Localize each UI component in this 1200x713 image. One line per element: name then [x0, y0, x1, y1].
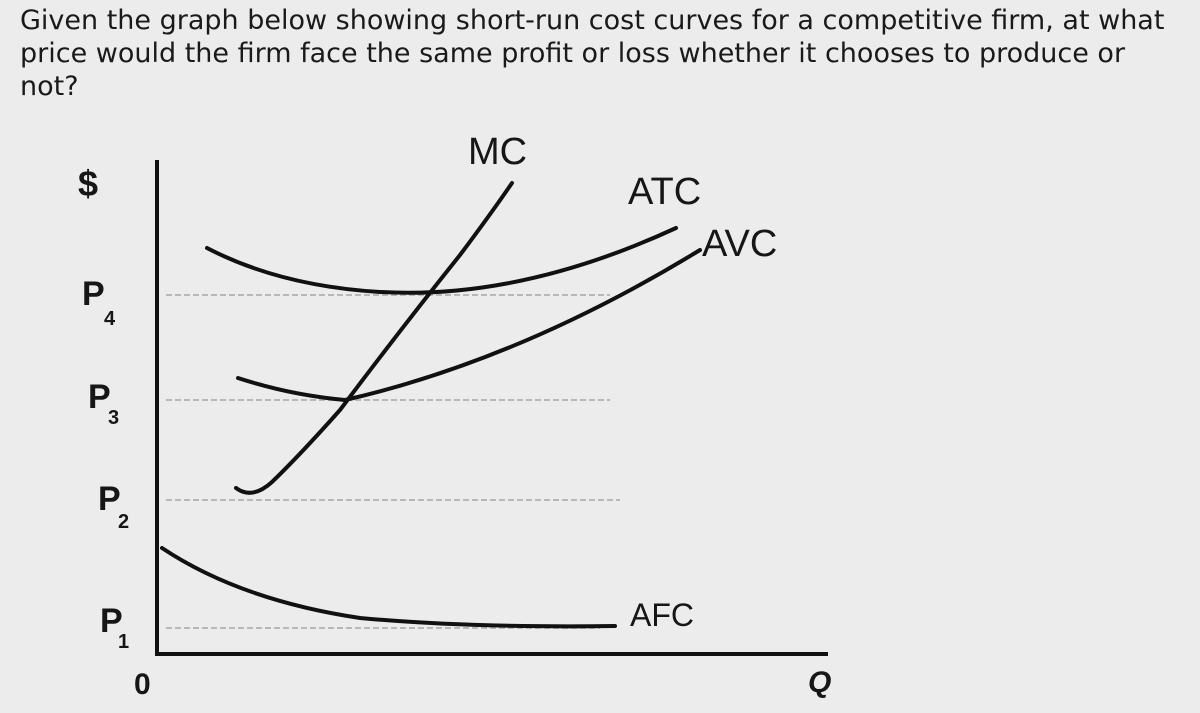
- price-label-p1: [100, 602, 129, 653]
- p4-letter: P: [82, 275, 105, 313]
- price-label-p2: [98, 480, 129, 533]
- y-axis-label: $: [78, 163, 99, 204]
- afc-label: AFC: [630, 597, 694, 633]
- afc-curve: [162, 548, 615, 626]
- atc-label: ATC: [628, 171, 702, 213]
- x-axis-label: Q: [808, 666, 832, 699]
- p1-letter: P: [100, 602, 123, 640]
- atc-curve: [207, 228, 676, 293]
- mc-curve: [236, 183, 512, 493]
- p2-letter: P: [98, 480, 121, 518]
- origin-label: 0: [134, 668, 151, 701]
- mc-label: MC: [468, 131, 528, 173]
- p4-subscript: 4: [104, 308, 116, 330]
- p3-subscript: 3: [108, 407, 120, 429]
- p1-subscript: 1: [118, 631, 130, 653]
- avc-label: AVC: [702, 223, 778, 265]
- p3-letter: P: [88, 378, 111, 416]
- question-text: Given the graph below showing short-run cost curves for a competitive firm, at what price would the firm face the same profit or loss whether it chooses to produce or not?: [20, 5, 1165, 102]
- price-label-p4: [82, 275, 116, 330]
- price-label-p3: [88, 378, 119, 429]
- avc-curve: [238, 250, 700, 400]
- p2-subscript: 2: [118, 511, 130, 533]
